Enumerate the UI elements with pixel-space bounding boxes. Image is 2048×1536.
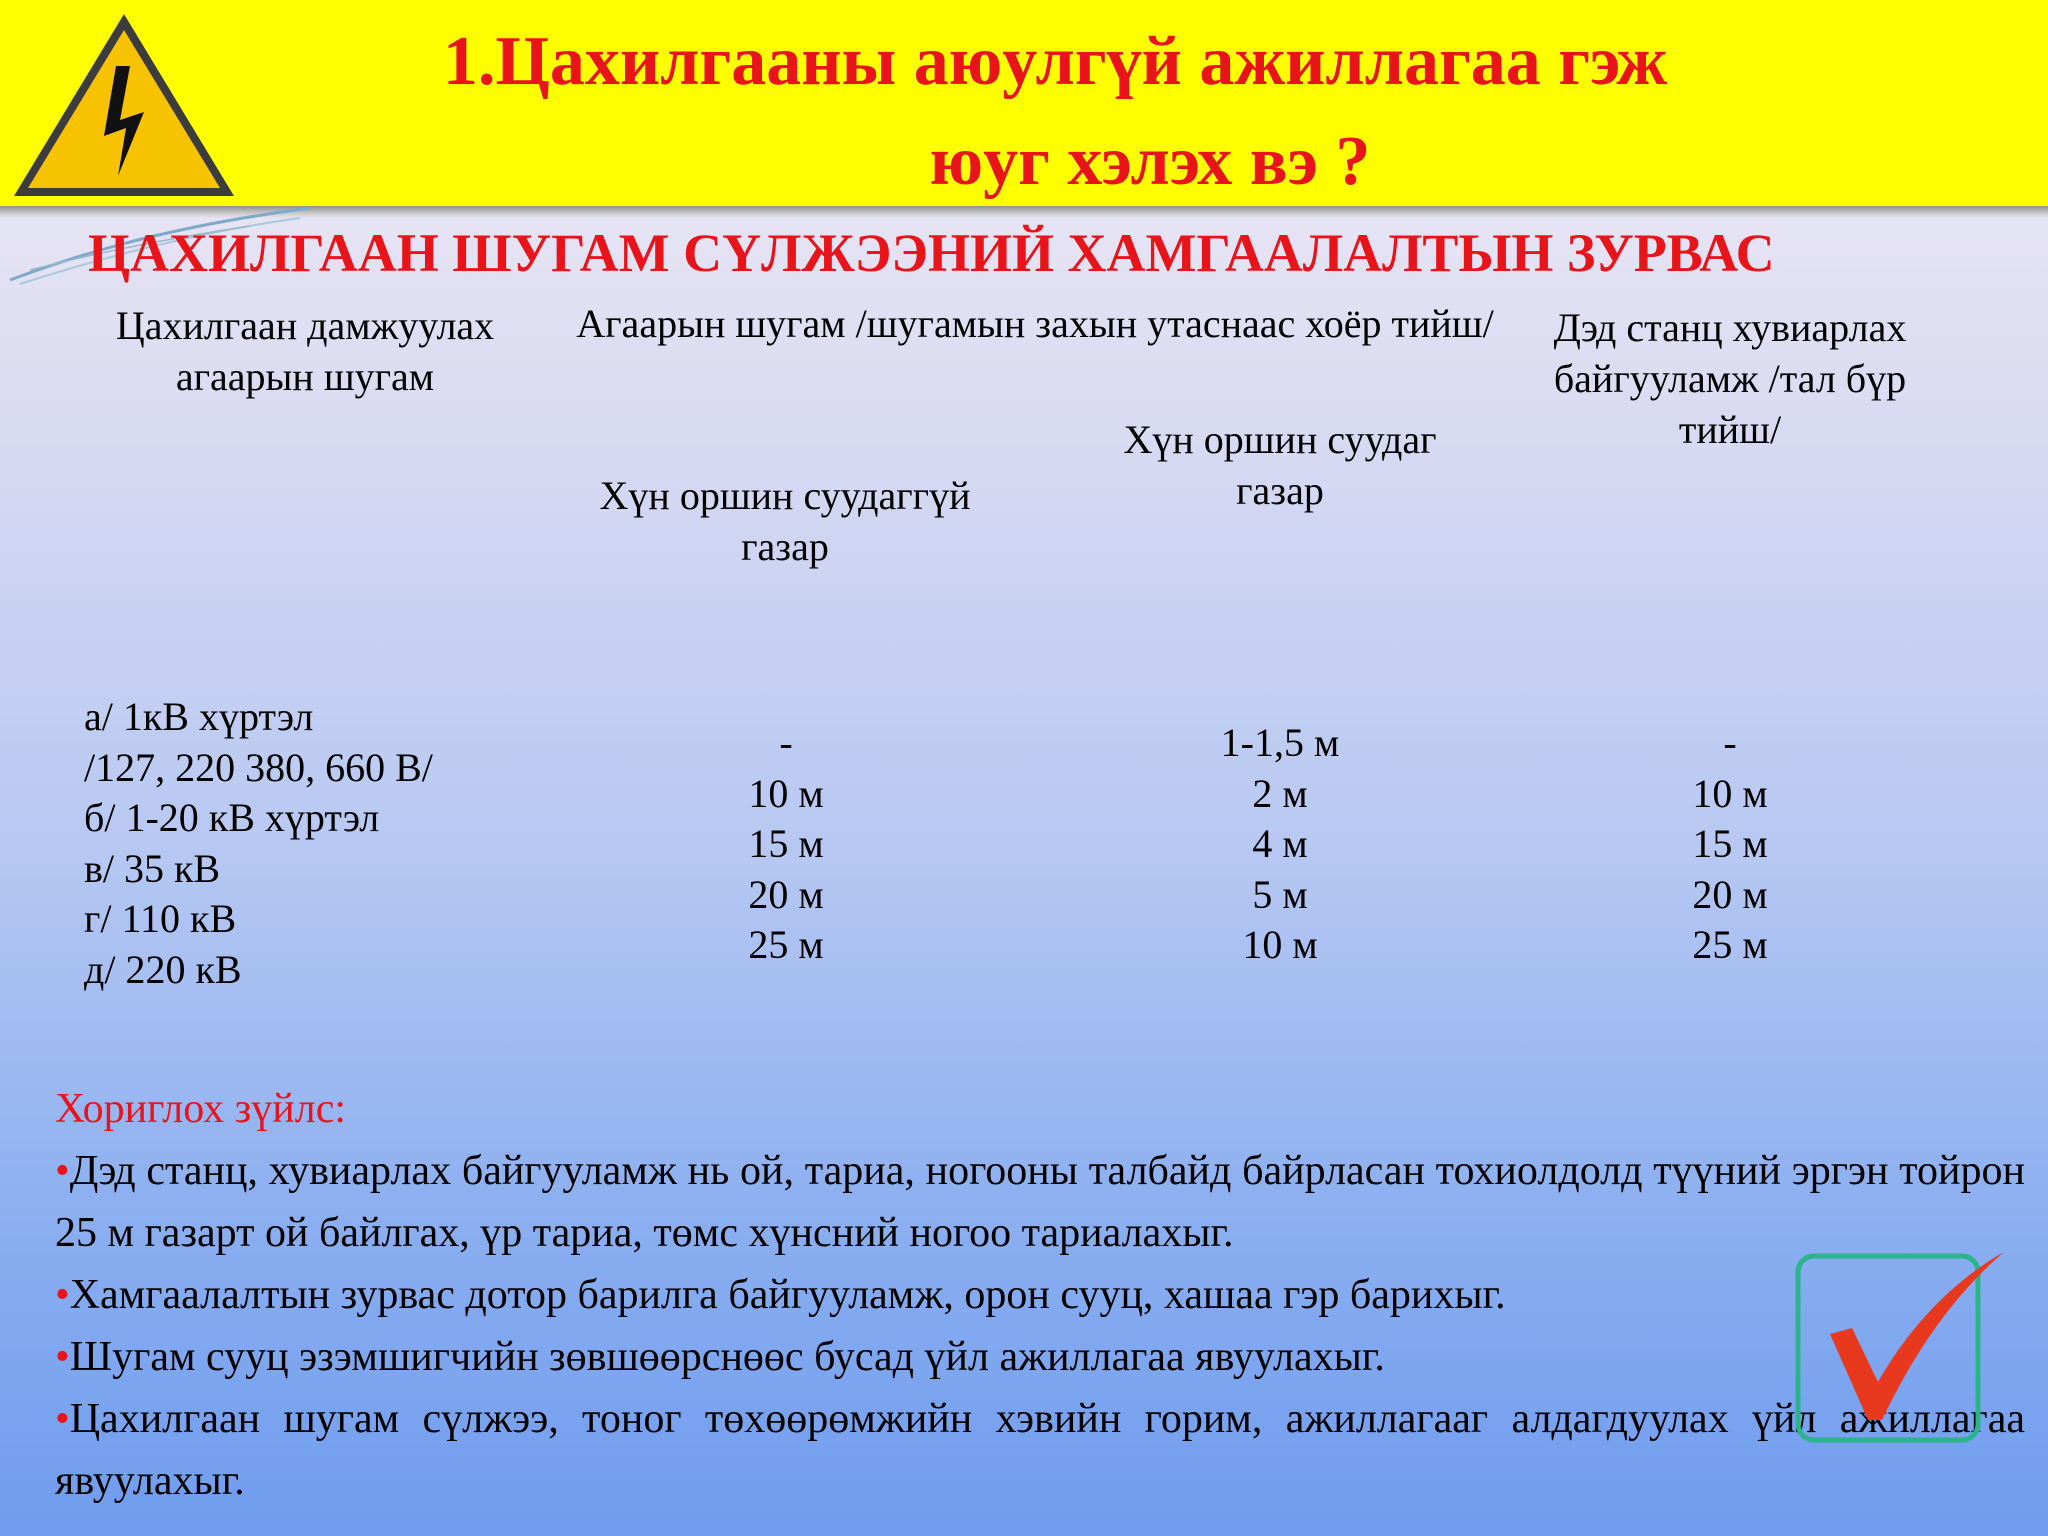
header-transmission-line: Цахилгаан дамжуулах агаарын шугам [115, 303, 495, 399]
distance-value: 10 м [1242, 922, 1318, 967]
inhabited-column [1130, 718, 1430, 971]
voltage-column [84, 692, 433, 995]
distance-value: 10 м [1692, 770, 1768, 816]
header-overhead-line: Агаарын шугам /шугамын захын утаснаас хоёр тийш/ [576, 301, 1494, 346]
checkmark-icon [1790, 1244, 2010, 1450]
header-inhabited-area: Хүн оршин суудаг газар [1123, 417, 1437, 513]
uninhabited-column [636, 718, 936, 971]
voltage-item: д/ 220 кВ [84, 946, 242, 992]
bullet-icon: • [55, 1396, 70, 1442]
voltage-item: а/ 1кВ хүртэл [84, 694, 314, 739]
distance-value: 5 м [1252, 871, 1308, 917]
bullet-icon: • [55, 1148, 70, 1194]
prohibition-item [55, 1264, 2025, 1326]
prohibitions-title: Хориглох зүйлс: [55, 1086, 347, 1132]
distance-value: 15 м [748, 821, 824, 866]
prohibition-text: Шугам сууц эзэмшигчийн зөвшөөрснөөс бусад үйл ажиллагаа явуулахыг. [69, 1334, 1385, 1380]
section-subtitle: ЦАХИЛГААН ШУГАМ СҮЛЖЭЭНИЙ ХАМГААЛАЛТЫН ЗУРВАС [88, 223, 1775, 283]
distance-value: 20 м [748, 871, 824, 917]
bullet-icon: • [55, 1272, 70, 1318]
voltage-item: в/ 35 кВ [84, 845, 221, 891]
slide-title-line2: юуг хэлэх вэ ? [929, 123, 1371, 200]
prohibition-text: Дэд станц, хувиарлах байгууламж нь ой, тариа, ногооны талбайд байрласан тохиолдолд түүний эргэн тойрон 25 м газарт ой байлгах, үр тариа, төмс хүнсний ногоо тариалахыг. [55, 1148, 2025, 1256]
distance-value: 15 м [1692, 821, 1768, 866]
header-uninhabited-area: Хүн оршин суудаггүй газар [599, 473, 971, 569]
distance-value: 4 м [1252, 821, 1308, 866]
slide-title [250, 12, 2030, 212]
distance-value: 1-1,5 м [1220, 720, 1340, 765]
header-substation: Дэд станц хувиарлах байгууламж /тал бүр тийш/ [1553, 305, 1907, 452]
substation-column [1580, 718, 1880, 971]
distance-value: - [1723, 720, 1737, 765]
voltage-item: б/ 1-20 кВ хүртэл [84, 795, 380, 840]
distance-value: 20 м [1692, 871, 1768, 917]
voltage-item: г/ 110 кВ [84, 896, 237, 941]
voltage-item: /127, 220 380, 660 В/ [84, 744, 433, 790]
distance-value: 25 м [748, 922, 824, 967]
distance-value: 10 м [748, 770, 824, 816]
bullet-icon: • [55, 1334, 70, 1380]
prohibition-item [55, 1388, 2025, 1512]
distance-value: - [779, 720, 793, 765]
distance-value: 2 м [1252, 770, 1308, 816]
prohibition-text: Цахилгаан шугам сүлжээ, тоног төхөөрөмжийн хэвийн горим, ажиллагааг алдагдуулах үйл ажиллагаа явуулахыг. [55, 1396, 2025, 1504]
prohibition-text: Хамгаалалтын зурвас дотор барилга байгууламж, орон сууц, хашаа гэр барихыг. [69, 1272, 1506, 1318]
high-voltage-warning-icon [8, 8, 240, 202]
slide-title-line1: 1.Цахилгааны аюулгүй ажиллагаа гэж [442, 23, 1668, 100]
prohibitions-section [55, 1078, 2025, 1512]
distance-value: 25 м [1692, 922, 1768, 967]
prohibition-item [55, 1140, 2025, 1264]
header-bar [0, 0, 2048, 206]
prohibition-item [55, 1326, 2025, 1388]
